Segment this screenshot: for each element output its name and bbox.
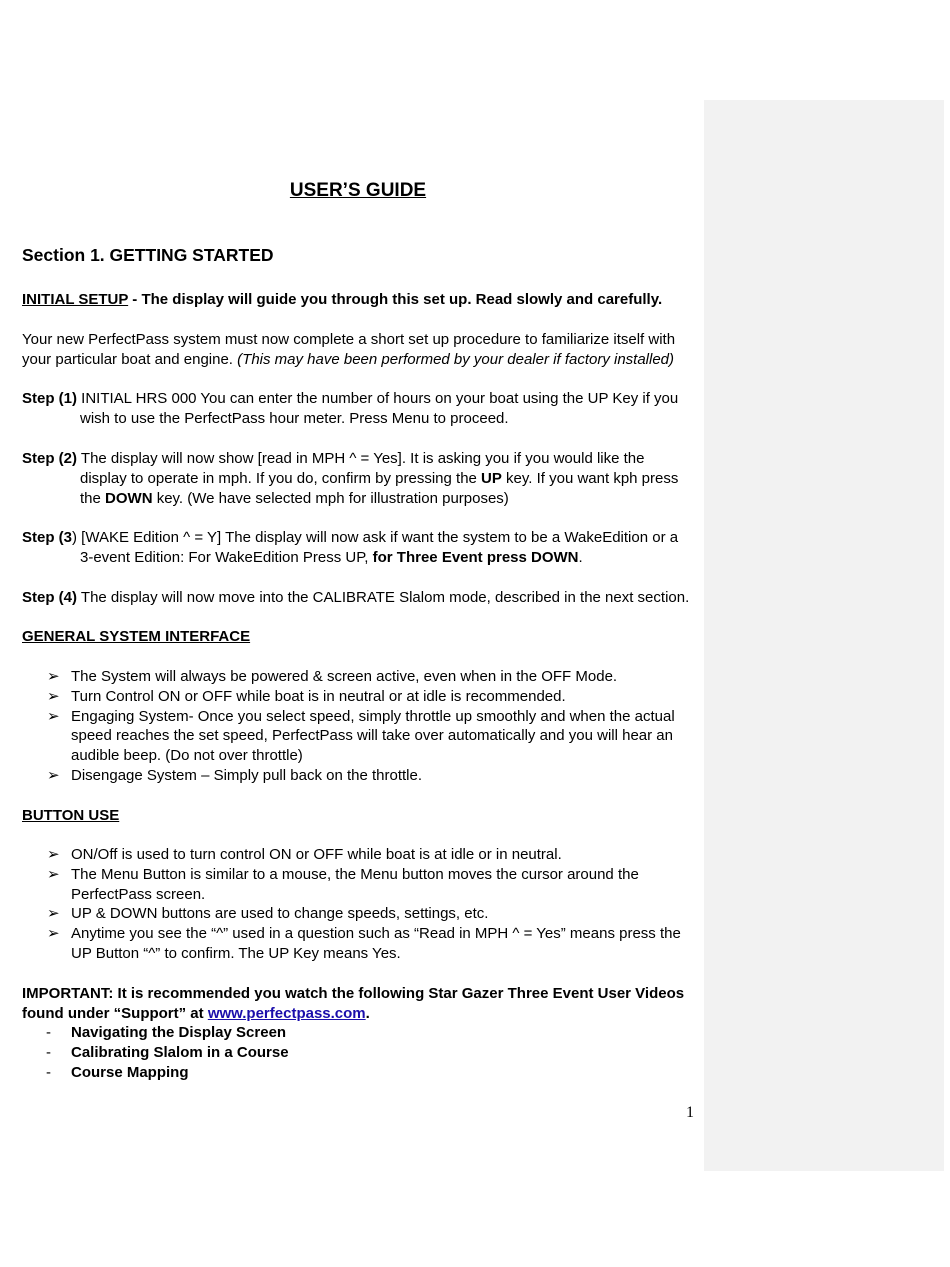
- initial-setup-subheading: - The display will guide you through this set up. Read slowly and carefully.: [128, 291, 663, 308]
- video-list: [22, 1023, 289, 1082]
- step-2-text-b: key. If you want kph press the: [80, 469, 679, 507]
- step-3-text-a: ) [WAKE Edition ^ = Y] The display will now ask if want the system to be a WakeEdition or a 3-event Edition: For WakeEdition Press UP,: [72, 529, 679, 566]
- list-item: [22, 1023, 289, 1043]
- initial-setup-heading: [22, 290, 694, 310]
- dash-marker: -: [46, 1063, 51, 1081]
- list-item: [22, 924, 694, 964]
- intro-note: (This may have been performed by your dealer if factory installed): [237, 350, 675, 368]
- bullet-arrow-icon: ➢: [47, 766, 60, 784]
- step-2-label: Step (2): [22, 450, 78, 467]
- step-3-text-b: .: [578, 548, 583, 566]
- step-1: [22, 389, 694, 429]
- step-3-three-event: for Three Event press DOWN: [372, 548, 579, 566]
- step-2-text-a: The display will now show [read in MPH ^ = Yes]. It is asking you if you would like the display to operate in mph. If you do, confirm by pressing the: [77, 450, 645, 487]
- general-interface-heading: GENERAL SYSTEM INTERFACE: [22, 628, 251, 645]
- step-4: [22, 588, 694, 608]
- list-item: [22, 707, 694, 766]
- step-2-up-key: UP: [481, 469, 502, 487]
- step-3-label: Step (3: [22, 529, 73, 546]
- step-4-text: The display will now move into the CALIBRATE Slalom mode, described in the next section.: [77, 589, 690, 606]
- list-item-text: Turn Control ON or OFF while boat is in neutral or at idle is recommended.: [71, 687, 566, 705]
- dash-marker: -: [46, 1024, 51, 1041]
- step-2-text-c: key. (We have selected mph for illustration purposes): [152, 489, 509, 507]
- comment-margin-panel: [704, 100, 944, 1171]
- list-item-text: Anytime you see the “^” used in a question such as “Read in MPH ^ = Yes” means press the UP Button “^” to confirm. The UP Key means Yes.: [71, 925, 681, 962]
- list-item-text: Engaging System- Once you select speed, simply throttle up smoothly and when the actual speed reaches the set speed, PerfectPass will take over automatically and you will hear an audible beep. (Do not over throttle): [71, 707, 675, 765]
- button-use-list: [22, 845, 694, 964]
- dash-marker: -: [46, 1043, 51, 1061]
- list-item: [22, 687, 694, 707]
- list-item: [22, 1063, 289, 1083]
- list-item: [22, 1043, 289, 1063]
- list-item-text: ON/Off is used to turn control ON or OFF while boat is at idle or in neutral.: [71, 846, 562, 863]
- bullet-arrow-icon: ➢: [47, 865, 60, 883]
- important-text: IMPORTANT: It is recommended you watch the following Star Gazer Three Event User Videos found under “Support” at: [22, 985, 685, 1022]
- list-item-text: The System will always be powered & screen active, even when in the OFF Mode.: [71, 668, 618, 685]
- list-item-text: Disengage System – Simply pull back on the throttle.: [71, 766, 423, 784]
- bullet-arrow-icon: ➢: [47, 707, 60, 725]
- list-item: [22, 667, 694, 687]
- intro-paragraph: [22, 330, 694, 370]
- important-note: [22, 984, 694, 1024]
- step-2: [22, 449, 694, 508]
- page-title: USER’S GUIDE: [289, 180, 427, 201]
- perfectpass-link[interactable]: www.perfectpass.com: [207, 1004, 366, 1022]
- step-1-label: Step (1): [22, 390, 78, 407]
- list-item: [22, 904, 694, 924]
- list-item-text: Navigating the Display Screen: [71, 1024, 287, 1041]
- intro-text: Your new PerfectPass system must now complete a short set up procedure to familiarize itself with your particular boat and engine.: [22, 331, 676, 368]
- list-item: [22, 766, 694, 786]
- button-use-heading: BUTTON USE: [22, 807, 120, 824]
- bullet-arrow-icon: ➢: [47, 925, 60, 943]
- step-1-text: INITIAL HRS 000 You can enter the number of hours on your boat using the UP Key if you wish to use the PerfectPass hour meter. Press Menu to proceed.: [77, 390, 679, 427]
- list-item: [22, 865, 694, 905]
- list-item-text: The Menu Button is similar to a mouse, the Menu button moves the cursor around the PerfectPass screen.: [71, 865, 639, 903]
- list-item-text: Calibrating Slalom in a Course: [71, 1043, 289, 1061]
- list-item: [22, 845, 694, 865]
- step-2-down-key: DOWN: [105, 489, 153, 507]
- step-4-label: Step (4): [22, 589, 78, 606]
- page-number: 1: [686, 1104, 694, 1121]
- bullet-arrow-icon: ➢: [47, 668, 60, 685]
- list-item-text: UP & DOWN buttons are used to change speeds, settings, etc.: [71, 905, 489, 923]
- step-3: [22, 528, 694, 568]
- general-interface-list: [22, 667, 694, 786]
- list-item-text: Course Mapping: [71, 1063, 189, 1081]
- bullet-arrow-icon: ➢: [47, 687, 60, 705]
- bullet-arrow-icon: ➢: [47, 905, 60, 923]
- important-end: .: [365, 1004, 370, 1022]
- bullet-arrow-icon: ➢: [47, 846, 60, 863]
- initial-setup-label: INITIAL SETUP: [22, 291, 129, 308]
- section-heading: Section 1. GETTING STARTED: [22, 245, 274, 265]
